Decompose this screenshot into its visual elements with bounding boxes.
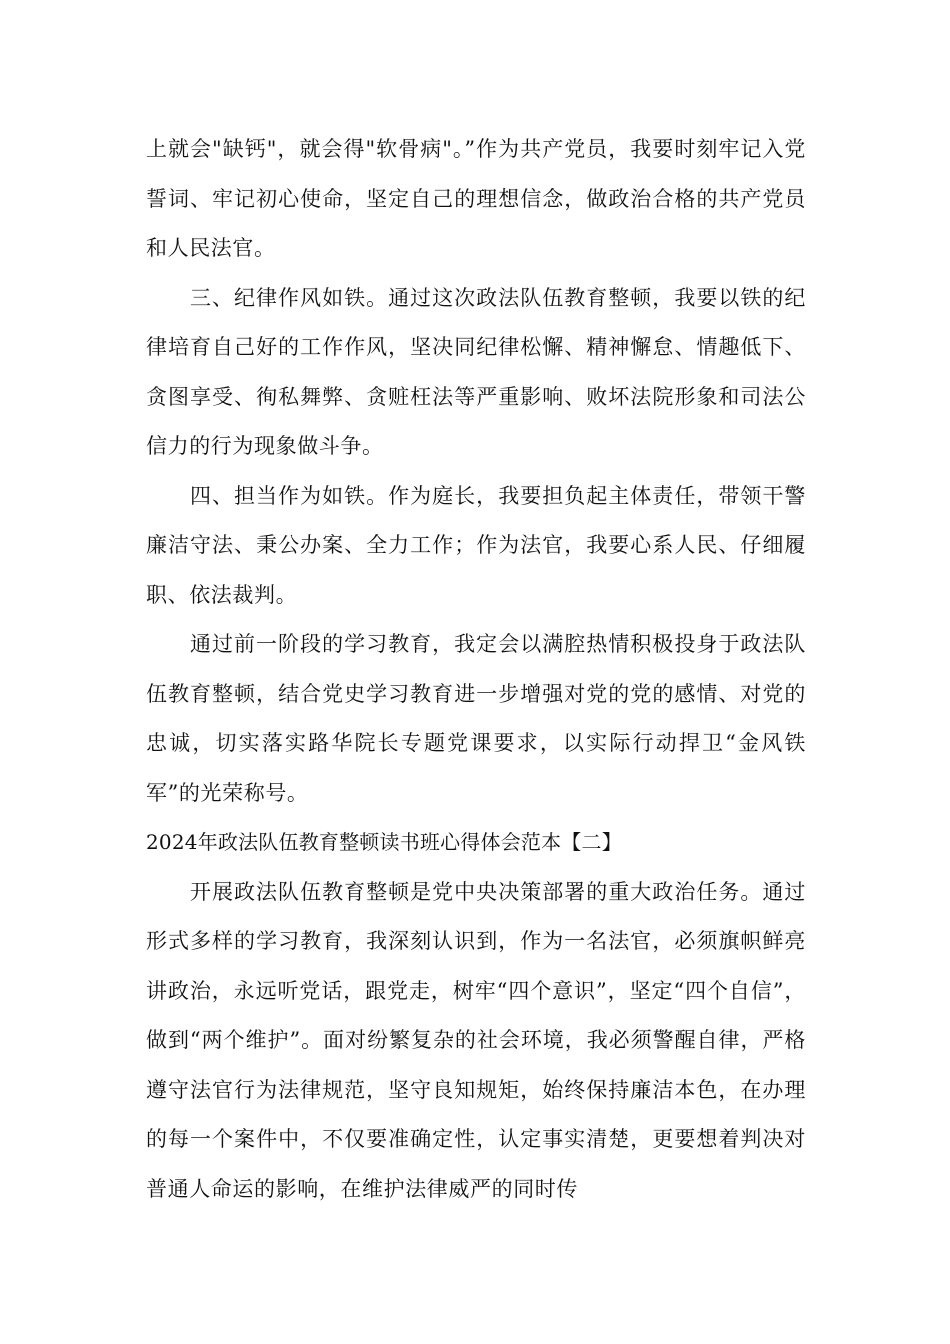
document-body [146,125,806,1214]
paragraph-2: 三、纪律作风如铁。通过这次政法队伍教育整顿，我要以铁的纪律培育自己好的工作作风，坚决同纪律松懈、精神懈怠、情趣低下、贪图享受、徇私舞弊、贪赃枉法等严重影响、败坏法院形象和司法公信力的行为现象做斗争。 [146,285,806,458]
section-heading: 2024年政法队伍教育整顿读书班心得体会范本【二】 [146,830,622,854]
paragraph-3: 四、担当作为如铁。作为庭长，我要担负起主体责任，带领干警廉洁守法、秉公办案、全力工作；作为法官，我要心系人民、仔细履职、依法裁判。 [146,483,806,607]
paragraph-5: 开展政法队伍教育整顿是党中央决策部署的重大政治任务。通过形式多样的学习教育，我深刻认识到，作为一名法官，必须旗帜鲜亮讲政治，永远听党话，跟党走，树牢“四个意识”，坚定“四个自信”，做到“两个维护”。面对纷繁复杂的社会环境，我必须警醒自律，严格遵守法官行为法律规范，坚守良知规矩，始终保持廉洁本色，在办理的每一个案件中，不仅要准确定性，认定事实清楚，更要想着判决对普通人命运的影响，在维护法律威严的同时传 [146,879,806,1201]
paragraph-4: 通过前一阶段的学习教育，我定会以满腔热情积极投身于政法队伍教育整顿，结合党史学习教育进一步增强对党的党的感情、对党的忠诚，切实落实路华院长专题党课要求，以实际行动捍卫“金风铁军”的光荣称号。 [146,632,806,805]
paragraph-1: 上就会"缺钙"，就会得"软骨病"。”作为共产党员，我要时刻牢记入党誓词、牢记初心使命，坚定自己的理想信念，做政治合格的共产党员和人民法官。 [146,137,806,260]
